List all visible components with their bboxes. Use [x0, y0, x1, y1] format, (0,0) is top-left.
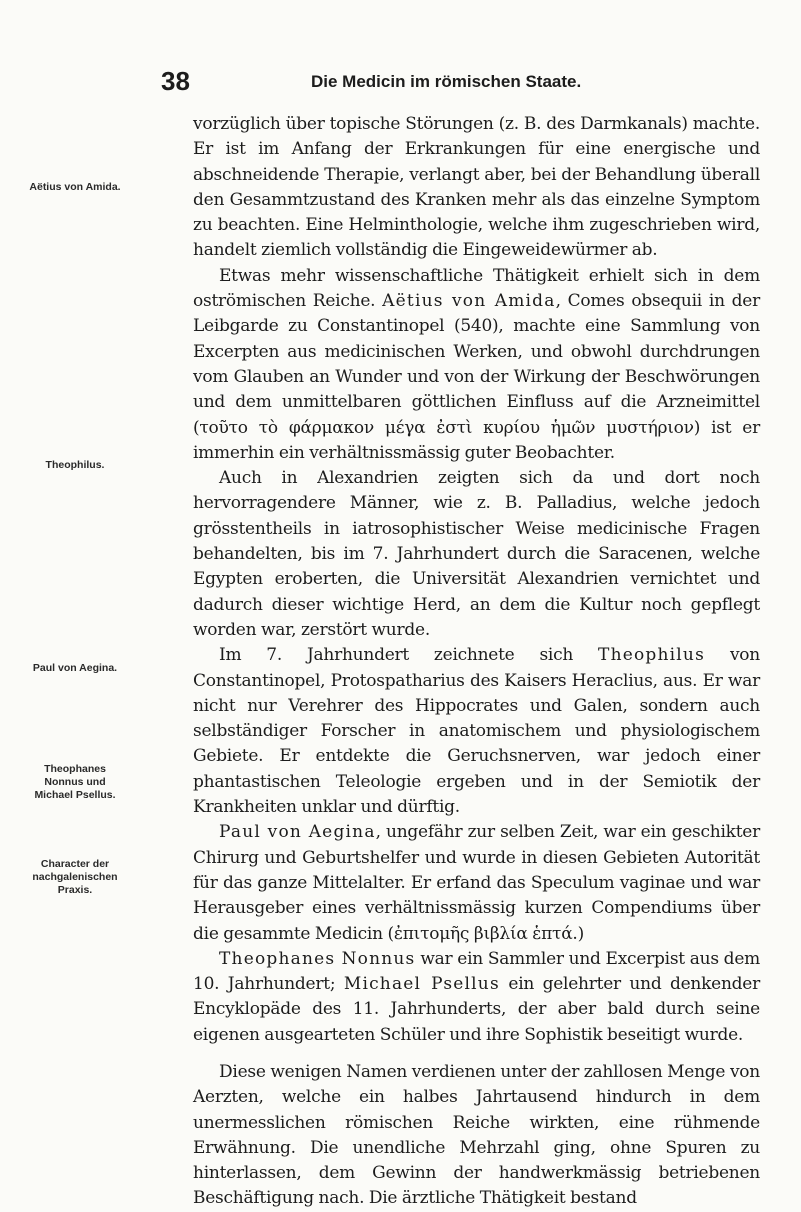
paragraph-text: war ein Sammler und Excerpist aus dem 10. Jahrhundert; [193, 948, 760, 995]
paragraph-1: vorzüglich über topische Störungen (z. B. des Darmkanals) machte. Er ist im Anfang der Erkrankungen für eine energische und abschneidende Therapie, verlangt aber, bei der Behandlung überall den Gesammtzustand des Kranken mehr als das einzelne Symptom zu beachten. Eine Helminthologie, welche ihm zugeschrieben wird, handelt ziemlich vollständig die Eingeweidewürmer ab. [193, 114, 760, 261]
paragraph-text: Etwas mehr wissenschaftliche Thätigkeit erhielt sich in dem oströmischen Reiche. [193, 265, 760, 312]
margin-note-line: Theophanes [44, 763, 106, 775]
margin-note-line: Nonnus und [44, 776, 106, 788]
page-number: 38 [161, 66, 190, 96]
page-header [0, 66, 801, 96]
running-head: Die Medicin im römischen Staate. [311, 72, 582, 91]
margin-note-aetius: Aëtius von Amida. [29, 181, 121, 193]
paragraph-gap [193, 1048, 760, 1060]
paragraph-text: , ungefähr zur selben Zeit, war ein geschikter Chirurg und Geburtshelfer und wurde in diesen Gebieten Autorität für das ganze Mittelalter. Er erfand das Speculum vaginae und war Herausgeber eines verhältnissmässig kurzen Compendiums über die gesammte Medicin (ἐπιτομῆς βιβλία ἑπτά.) [193, 822, 760, 944]
paragraph-2 [193, 264, 760, 466]
person-name: Theophanes Nonnus [219, 948, 416, 969]
paragraph-text: Im 7. Jahrhundert zeichnete sich [219, 645, 574, 666]
paragraph-4 [193, 643, 760, 820]
paragraph-text: ein gelehrter und denkender Encyklopäde des 11. Jahrhunderts, der aber bald durch seine eigenen ausgearteten Schüler und ihre Sophistik beseitigt wurde. [193, 974, 760, 1045]
paragraph-6 [193, 947, 760, 1048]
paragraph-text: , Comes obsequii in der Leibgarde zu Constantinopel (540), machte eine Sammlung von Excerpten aus medicinischen Werken, und obwohl durchdrungen vom Glauben an Wunder und von der Wirkung der Beschwörungen und dem unmittelbaren göttlichen Einfluss auf die Arzneimittel (τοῦτο τὸ φάρμακον μέγα ἐστὶ κυρίου ἡμῶν μυστήριον) ist er immerhin ein verhältnissmässig guter Beobachter. [193, 291, 760, 463]
margin-note-theophanes [0, 763, 150, 802]
margin-note-character [0, 858, 150, 897]
paragraph-5 [193, 820, 760, 946]
body-text [193, 112, 760, 1212]
margin-note-theophilus: Theophilus. [45, 459, 105, 471]
person-name: Paul von Aegina [219, 822, 376, 843]
margin-note-line: nachgalenischen [32, 871, 118, 883]
paragraph-text: von Constantinopel, Protospatharius des Kaisers Heraclius, aus. Er war nicht nur Verehrer des Hippocrates und Galen, sondern auch selbständiger Forscher in anatomischem und physiologischem Gebiete. Er entdekte die Geruchsnerven, war jedoch einer phantastischen Teleologie ergeben und in der Semiotik der Krankheiten unklar und dürftig. [193, 645, 760, 818]
margin-note-paul: Paul von Aegina. [32, 662, 118, 674]
person-name: Michael Psellus [343, 974, 500, 995]
person-name: Aëtius von Amida [382, 291, 556, 312]
margin-note-line: Praxis. [57, 884, 93, 896]
paragraph-7: Diese wenigen Namen verdienen unter der zahllosen Menge von Aerzten, welche ein halbes Jahrtausend hindurch in dem unermesslichen römischen Reiche wirkten, eine rühmende Erwähnung. Die unendliche Mehrzahl ging, ohne Spuren zu hinterlassen, dem Gewinn der handwerkmässig betriebenen Beschäftigung nach. Die ärztliche Thätigkeit bestand [193, 1061, 760, 1209]
margin-note-line: Character der [40, 858, 110, 870]
paragraph-3: Auch in Alexandrien zeigten sich da und dort noch hervorragendere Männer, wie z. B. Palladius, welche jedoch grösstentheils in iatrosophistischer Weise medicinische Fragen behandelten, bis im 7. Jahrhundert durch die Saracenen, welche Egypten eroberten, die Universität Alexandrien vernichtet und dadurch dieser wichtige Herd, an dem die Kultur noch gepflegt worden war, zerstört wurde. [193, 468, 760, 640]
person-name: Theophilus [598, 645, 705, 666]
margin-note-line: Michael Psellus. [34, 789, 116, 801]
